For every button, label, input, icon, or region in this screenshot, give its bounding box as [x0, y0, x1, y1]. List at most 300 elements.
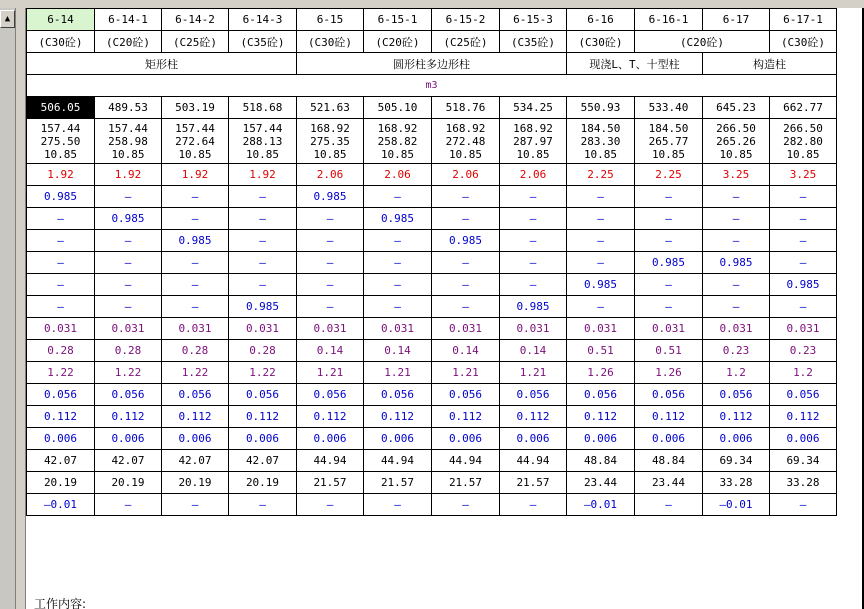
resource-cell[interactable]: – — [500, 494, 567, 516]
resource-cell[interactable]: – — [95, 186, 162, 208]
resource-cell[interactable]: – — [95, 274, 162, 296]
resource-cell[interactable]: – — [27, 274, 95, 296]
resource-row — [27, 296, 837, 318]
resource-cell[interactable]: 0.985 — [703, 252, 770, 274]
resource-cell[interactable]: 0.056 — [229, 384, 297, 406]
resource-cell[interactable]: 1.2 — [703, 362, 770, 384]
resource-cell[interactable]: – — [635, 230, 703, 252]
code-cell[interactable]: 6-14-2 — [162, 9, 229, 31]
resource-cell[interactable]: 0.056 — [567, 384, 635, 406]
resource-cell[interactable]: 0.112 — [364, 406, 432, 428]
resource-cell[interactable]: 3.25 — [703, 164, 770, 186]
resource-cell[interactable]: 0.056 — [162, 384, 229, 406]
resource-cell[interactable]: – — [162, 274, 229, 296]
resource-cell[interactable]: – — [162, 494, 229, 516]
resource-cell[interactable]: 0.056 — [27, 384, 95, 406]
breakdown-value: 184.50 — [648, 121, 689, 135]
resource-cell[interactable]: 20.19 — [27, 472, 95, 494]
resource-row — [27, 384, 837, 406]
resource-cell[interactable]: 1.92 — [27, 164, 95, 186]
resource-cell[interactable]: – — [229, 208, 297, 230]
resource-cell[interactable]: 1.26 — [567, 362, 635, 384]
resource-cell[interactable]: – — [770, 296, 837, 318]
resource-cell[interactable]: – — [770, 252, 837, 274]
resource-cell[interactable]: – — [364, 494, 432, 516]
resource-cell[interactable]: 0.985 — [567, 274, 635, 296]
resource-cell[interactable]: – — [297, 494, 364, 516]
resource-row — [27, 318, 837, 340]
breakdown-value: 258.82 — [377, 134, 418, 148]
breakdown-value: 10.85 — [516, 147, 550, 161]
resource-cell[interactable]: 0.031 — [770, 318, 837, 340]
breakdown-value: 272.48 — [445, 134, 486, 148]
resource-cell[interactable]: – — [770, 186, 837, 208]
resource-cell[interactable]: 0.985 — [27, 186, 95, 208]
resource-cell[interactable]: 0.031 — [432, 318, 500, 340]
resource-cell[interactable]: 20.19 — [229, 472, 297, 494]
resource-cell[interactable]: 1.22 — [162, 362, 229, 384]
code-cell[interactable]: 6-15-2 — [432, 9, 500, 31]
resource-cell[interactable]: 0.28 — [95, 340, 162, 362]
breakdown-cell[interactable] — [500, 119, 567, 164]
breakdown-value: 282.80 — [783, 134, 823, 148]
resource-cell[interactable]: 33.28 — [770, 472, 837, 494]
resource-cell[interactable]: 2.06 — [364, 164, 432, 186]
grade-cell: (C25砼) — [162, 31, 229, 53]
resource-cell[interactable]: 20.19 — [162, 472, 229, 494]
resource-cell[interactable]: – — [635, 186, 703, 208]
resource-row — [27, 406, 837, 428]
resource-row — [27, 494, 837, 516]
resource-cell[interactable]: – — [364, 274, 432, 296]
resource-cell[interactable]: – — [500, 274, 567, 296]
resource-cell[interactable]: 0.006 — [364, 428, 432, 450]
resource-cell[interactable]: 0.006 — [770, 428, 837, 450]
resource-cell[interactable]: 0.112 — [567, 406, 635, 428]
resource-row — [27, 252, 837, 274]
resource-cell[interactable]: 2.25 — [635, 164, 703, 186]
resource-cell[interactable]: 0.112 — [95, 406, 162, 428]
vertical-scrollbar[interactable] — [0, 8, 16, 609]
breakdown-value: 10.85 — [380, 147, 415, 161]
resource-cell[interactable]: 0.23 — [703, 340, 770, 362]
grade-cell: (C25砼) — [432, 31, 500, 53]
resource-cell[interactable]: 20.19 — [95, 472, 162, 494]
resource-cell[interactable]: – — [432, 494, 500, 516]
resource-cell[interactable]: –0.01 — [567, 494, 635, 516]
resource-cell[interactable]: – — [162, 296, 229, 318]
resource-cell[interactable]: 0.056 — [770, 384, 837, 406]
resource-cell[interactable]: – — [364, 296, 432, 318]
code-cell[interactable]: 6-17-1 — [770, 9, 837, 31]
resource-cell[interactable]: – — [364, 186, 432, 208]
resource-cell[interactable]: 1.92 — [162, 164, 229, 186]
resource-cell[interactable]: 42.07 — [27, 450, 95, 472]
resource-cell[interactable]: 0.112 — [432, 406, 500, 428]
resource-cell[interactable]: 0.056 — [364, 384, 432, 406]
resource-cell[interactable]: 0.112 — [27, 406, 95, 428]
breakdown-value: 266.50 — [783, 121, 823, 135]
breakdown-value: 275.35 — [310, 134, 350, 148]
resource-row — [27, 230, 837, 252]
breakdown-row — [27, 119, 837, 164]
resource-cell[interactable]: 0.006 — [95, 428, 162, 450]
breakdown-value: 10.85 — [313, 147, 347, 161]
resource-cell[interactable]: – — [27, 230, 95, 252]
resource-cell[interactable]: – — [162, 252, 229, 274]
total-cell[interactable]: 505.10 — [364, 97, 432, 119]
group-rect: 矩形柱 — [27, 53, 297, 75]
grade-cell: (C20砼) — [635, 31, 770, 53]
resource-cell[interactable]: 69.34 — [770, 450, 837, 472]
resource-cell[interactable]: 0.006 — [500, 428, 567, 450]
grade-cell: (C30砼) — [297, 31, 364, 53]
resource-cell[interactable]: 0.28 — [229, 340, 297, 362]
resource-cell[interactable]: 0.031 — [297, 318, 364, 340]
grade-cell: (C20砼) — [364, 31, 432, 53]
grade-cell: (C30砼) — [567, 31, 635, 53]
resource-cell[interactable]: 44.94 — [500, 450, 567, 472]
resource-cell[interactable]: – — [500, 208, 567, 230]
resource-cell[interactable]: 69.34 — [703, 450, 770, 472]
breakdown-value: 168.92 — [310, 121, 350, 135]
resource-cell[interactable]: – — [703, 230, 770, 252]
grade-row — [27, 31, 837, 53]
resource-cell[interactable]: – — [229, 252, 297, 274]
resource-cell[interactable]: 0.006 — [162, 428, 229, 450]
grade-cell: (C20砼) — [95, 31, 162, 53]
resource-cell[interactable]: 0.51 — [635, 340, 703, 362]
resource-cell[interactable]: – — [297, 208, 364, 230]
resource-cell[interactable]: – — [95, 494, 162, 516]
resource-cell[interactable]: – — [432, 186, 500, 208]
breakdown-cell[interactable] — [770, 119, 837, 164]
breakdown-cell[interactable] — [297, 119, 364, 164]
total-row — [27, 97, 837, 119]
resource-cell[interactable]: 2.06 — [297, 164, 364, 186]
resource-cell[interactable]: – — [635, 274, 703, 296]
resource-cell[interactable]: 1.92 — [95, 164, 162, 186]
resource-cell[interactable]: – — [432, 208, 500, 230]
code-row — [27, 9, 837, 31]
breakdown-value: 265.77 — [648, 134, 689, 148]
total-cell[interactable]: 534.25 — [500, 97, 567, 119]
resource-cell[interactable]: –0.01 — [703, 494, 770, 516]
resource-cell[interactable]: – — [297, 296, 364, 318]
resource-cell[interactable]: 0.112 — [162, 406, 229, 428]
resource-cell[interactable]: 0.056 — [500, 384, 567, 406]
resource-cell[interactable]: – — [703, 208, 770, 230]
resource-row — [27, 472, 837, 494]
resource-cell[interactable]: – — [364, 230, 432, 252]
resource-cell[interactable]: 0.985 — [95, 208, 162, 230]
code-cell[interactable]: 6-15 — [297, 9, 364, 31]
resource-cell[interactable]: 0.23 — [770, 340, 837, 362]
total-cell[interactable]: 550.93 — [567, 97, 635, 119]
resource-cell[interactable]: – — [364, 252, 432, 274]
work-content-label: 工作内容: — [34, 597, 87, 609]
quota-table-frame — [0, 8, 864, 609]
resource-cell[interactable]: 0.056 — [297, 384, 364, 406]
resource-cell[interactable]: – — [635, 494, 703, 516]
resource-row — [27, 186, 837, 208]
resource-cell[interactable]: – — [635, 296, 703, 318]
resource-cell[interactable]: 0.112 — [770, 406, 837, 428]
resource-cell[interactable]: 1.2 — [770, 362, 837, 384]
total-cell[interactable]: 518.68 — [229, 97, 297, 119]
breakdown-cell[interactable] — [95, 119, 162, 164]
breakdown-value: 184.50 — [580, 121, 621, 135]
breakdown-value: 168.92 — [377, 121, 418, 135]
resource-cell[interactable]: – — [770, 230, 837, 252]
resource-cell[interactable]: – — [567, 208, 635, 230]
resource-cell[interactable]: – — [567, 230, 635, 252]
resource-row — [27, 362, 837, 384]
resource-cell[interactable]: 48.84 — [567, 450, 635, 472]
grade-cell: (C35砼) — [500, 31, 567, 53]
resource-cell[interactable]: – — [500, 230, 567, 252]
resource-cell[interactable]: 0.006 — [703, 428, 770, 450]
resource-cell[interactable]: 23.44 — [567, 472, 635, 494]
resource-cell[interactable]: – — [770, 208, 837, 230]
breakdown-value: 275.50 — [40, 134, 81, 148]
breakdown-cell[interactable] — [567, 119, 635, 164]
resource-cell[interactable]: 42.07 — [162, 450, 229, 472]
breakdown-cell[interactable] — [703, 119, 770, 164]
resource-cell[interactable]: – — [500, 252, 567, 274]
breakdown-cell[interactable] — [432, 119, 500, 164]
resource-cell[interactable]: – — [500, 186, 567, 208]
resource-cell[interactable]: 0.14 — [432, 340, 500, 362]
resource-cell[interactable]: 1.22 — [27, 362, 95, 384]
code-cell[interactable]: 6-16-1 — [635, 9, 703, 31]
resource-cell[interactable]: 0.006 — [432, 428, 500, 450]
resource-cell[interactable]: 21.57 — [432, 472, 500, 494]
resource-cell[interactable]: 1.21 — [297, 362, 364, 384]
resource-cell[interactable]: 1.21 — [500, 362, 567, 384]
total-cell[interactable]: 506.05 — [27, 97, 95, 119]
resource-cell[interactable]: – — [567, 252, 635, 274]
code-cell[interactable]: 6-15-1 — [364, 9, 432, 31]
resource-cell[interactable]: 0.112 — [635, 406, 703, 428]
resource-cell[interactable]: – — [162, 186, 229, 208]
resource-cell[interactable]: – — [27, 208, 95, 230]
breakdown-value: 157.44 — [40, 121, 81, 135]
breakdown-value: 283.30 — [580, 134, 621, 148]
resource-cell[interactable]: – — [567, 186, 635, 208]
total-cell[interactable]: 533.40 — [635, 97, 703, 119]
resource-cell[interactable]: – — [770, 494, 837, 516]
breakdown-value: 10.85 — [43, 147, 78, 161]
resource-cell[interactable]: 0.985 — [364, 208, 432, 230]
resource-cell[interactable]: 2.06 — [432, 164, 500, 186]
resource-cell[interactable]: 0.006 — [635, 428, 703, 450]
resource-cell[interactable]: 0.112 — [703, 406, 770, 428]
breakdown-value: 265.26 — [716, 134, 756, 148]
breakdown-value: 258.98 — [108, 134, 148, 148]
resource-cell[interactable]: – — [432, 296, 500, 318]
scroll-up-button[interactable]: ▲ — [0, 10, 15, 28]
resource-cell[interactable]: 0.112 — [500, 406, 567, 428]
resource-cell[interactable]: 1.21 — [432, 362, 500, 384]
resource-cell[interactable]: 23.44 — [635, 472, 703, 494]
resource-cell[interactable]: 33.28 — [703, 472, 770, 494]
breakdown-value: 10.85 — [111, 147, 145, 161]
resource-row — [27, 164, 837, 186]
grade-cell: (C30砼) — [770, 31, 837, 53]
resource-cell[interactable]: 44.94 — [297, 450, 364, 472]
resource-cell[interactable]: 0.056 — [95, 384, 162, 406]
unit-cell: m3 — [27, 75, 837, 97]
breakdown-value: 10.85 — [719, 147, 753, 161]
resource-cell[interactable]: 0.51 — [567, 340, 635, 362]
resource-cell[interactable]: 44.94 — [364, 450, 432, 472]
breakdown-value: 272.64 — [175, 134, 215, 148]
resource-cell[interactable]: 0.056 — [432, 384, 500, 406]
resource-cell[interactable]: 42.07 — [229, 450, 297, 472]
resource-cell[interactable]: 1.22 — [229, 362, 297, 384]
breakdown-value: 10.85 — [786, 147, 820, 161]
breakdown-value: 168.92 — [513, 121, 553, 135]
total-cell[interactable]: 521.63 — [297, 97, 364, 119]
resource-cell[interactable]: – — [703, 296, 770, 318]
resource-cell[interactable]: –0.01 — [27, 494, 95, 516]
total-cell[interactable]: 645.23 — [703, 97, 770, 119]
total-cell[interactable]: 503.19 — [162, 97, 229, 119]
grade-cell: (C30砼) — [27, 31, 95, 53]
resource-cell[interactable]: 0.112 — [229, 406, 297, 428]
breakdown-value: 10.85 — [583, 147, 618, 161]
resource-cell[interactable]: 0.28 — [27, 340, 95, 362]
breakdown-value: 287.97 — [513, 134, 553, 148]
breakdown-value: 10.85 — [448, 147, 483, 161]
resource-cell[interactable]: 21.57 — [500, 472, 567, 494]
breakdown-value: 10.85 — [178, 147, 212, 161]
breakdown-cell[interactable] — [162, 119, 229, 164]
resource-cell[interactable]: 0.14 — [297, 340, 364, 362]
resource-cell[interactable]: – — [229, 494, 297, 516]
resource-cell[interactable]: 2.06 — [500, 164, 567, 186]
resource-cell[interactable]: 21.57 — [297, 472, 364, 494]
resource-cell[interactable]: 0.985 — [770, 274, 837, 296]
resource-cell[interactable]: 3.25 — [770, 164, 837, 186]
resource-cell[interactable]: 0.006 — [567, 428, 635, 450]
resource-cell[interactable]: – — [432, 252, 500, 274]
resource-cell[interactable]: 0.031 — [500, 318, 567, 340]
code-cell[interactable]: 6-17 — [703, 9, 770, 31]
resource-cell[interactable]: – — [703, 274, 770, 296]
breakdown-cell[interactable] — [635, 119, 703, 164]
resource-cell[interactable]: 0.056 — [703, 384, 770, 406]
resource-cell[interactable]: 1.26 — [635, 362, 703, 384]
resource-cell[interactable]: – — [229, 186, 297, 208]
breakdown-value: 266.50 — [716, 121, 756, 135]
resource-cell[interactable]: – — [95, 296, 162, 318]
resource-cell[interactable]: – — [229, 274, 297, 296]
breakdown-value: 10.85 — [651, 147, 686, 161]
code-cell[interactable]: 6-14 — [27, 9, 95, 31]
resource-cell[interactable]: 0.031 — [567, 318, 635, 340]
resource-row — [27, 450, 837, 472]
resource-cell[interactable]: 42.07 — [95, 450, 162, 472]
resource-cell[interactable]: – — [27, 252, 95, 274]
resource-cell[interactable]: 1.92 — [229, 164, 297, 186]
resource-row — [27, 428, 837, 450]
breakdown-value: 157.44 — [108, 121, 148, 135]
grade-cell: (C35砼) — [229, 31, 297, 53]
breakdown-value: 168.92 — [445, 121, 486, 135]
resource-cell[interactable]: 0.031 — [635, 318, 703, 340]
resource-cell[interactable]: – — [567, 296, 635, 318]
resource-cell[interactable]: 44.94 — [432, 450, 500, 472]
resource-cell[interactable]: 0.14 — [500, 340, 567, 362]
breakdown-cell[interactable] — [229, 119, 297, 164]
resource-cell[interactable]: 1.21 — [364, 362, 432, 384]
resource-cell[interactable]: – — [297, 274, 364, 296]
code-cell[interactable]: 6-15-3 — [500, 9, 567, 31]
resource-cell[interactable]: 0.031 — [95, 318, 162, 340]
resource-cell[interactable]: 0.985 — [635, 252, 703, 274]
resource-cell[interactable]: – — [229, 230, 297, 252]
resource-cell[interactable]: – — [297, 230, 364, 252]
resource-cell[interactable]: 0.985 — [229, 296, 297, 318]
resource-cell[interactable]: 0.14 — [364, 340, 432, 362]
resource-cell[interactable]: 21.57 — [364, 472, 432, 494]
quota-table-area — [26, 8, 864, 609]
resource-cell[interactable]: 0.112 — [297, 406, 364, 428]
total-cell[interactable]: 489.53 — [95, 97, 162, 119]
resource-cell[interactable]: – — [297, 252, 364, 274]
total-cell[interactable]: 662.77 — [770, 97, 837, 119]
resource-row — [27, 274, 837, 296]
resource-cell[interactable]: – — [703, 186, 770, 208]
group-round: 圆形柱多边形柱 — [297, 53, 567, 75]
resource-cell[interactable]: 0.031 — [229, 318, 297, 340]
resource-cell[interactable]: – — [432, 274, 500, 296]
resource-cell[interactable]: 0.28 — [162, 340, 229, 362]
breakdown-cell[interactable] — [27, 119, 95, 164]
resource-cell[interactable]: 0.985 — [162, 230, 229, 252]
resource-cell[interactable]: 0.031 — [162, 318, 229, 340]
resource-cell[interactable]: 0.006 — [229, 428, 297, 450]
total-cell[interactable]: 518.76 — [432, 97, 500, 119]
resource-cell[interactable]: 0.985 — [432, 230, 500, 252]
resource-cell[interactable]: – — [27, 296, 95, 318]
code-cell[interactable]: 6-14-3 — [229, 9, 297, 31]
breakdown-cell[interactable] — [364, 119, 432, 164]
resource-cell[interactable]: 48.84 — [635, 450, 703, 472]
resource-cell[interactable]: – — [162, 208, 229, 230]
group-cast: 现浇L、T、十型柱 — [567, 53, 703, 75]
breakdown-value: 157.44 — [175, 121, 215, 135]
resource-cell[interactable]: – — [95, 252, 162, 274]
resource-cell[interactable]: 0.006 — [27, 428, 95, 450]
resource-cell[interactable]: 0.006 — [297, 428, 364, 450]
resource-cell[interactable]: 0.031 — [27, 318, 95, 340]
resource-cell[interactable]: 0.056 — [635, 384, 703, 406]
resource-cell[interactable]: – — [95, 230, 162, 252]
group-construct: 构造柱 — [703, 53, 837, 75]
resource-cell[interactable]: 0.985 — [297, 186, 364, 208]
resource-cell[interactable]: 2.25 — [567, 164, 635, 186]
resource-cell[interactable]: 1.22 — [95, 362, 162, 384]
code-cell[interactable]: 6-16 — [567, 9, 635, 31]
resource-cell[interactable]: – — [635, 208, 703, 230]
resource-cell[interactable]: 0.031 — [364, 318, 432, 340]
resource-cell[interactable]: 0.031 — [703, 318, 770, 340]
code-cell[interactable]: 6-14-1 — [95, 9, 162, 31]
resource-cell[interactable]: 0.985 — [500, 296, 567, 318]
